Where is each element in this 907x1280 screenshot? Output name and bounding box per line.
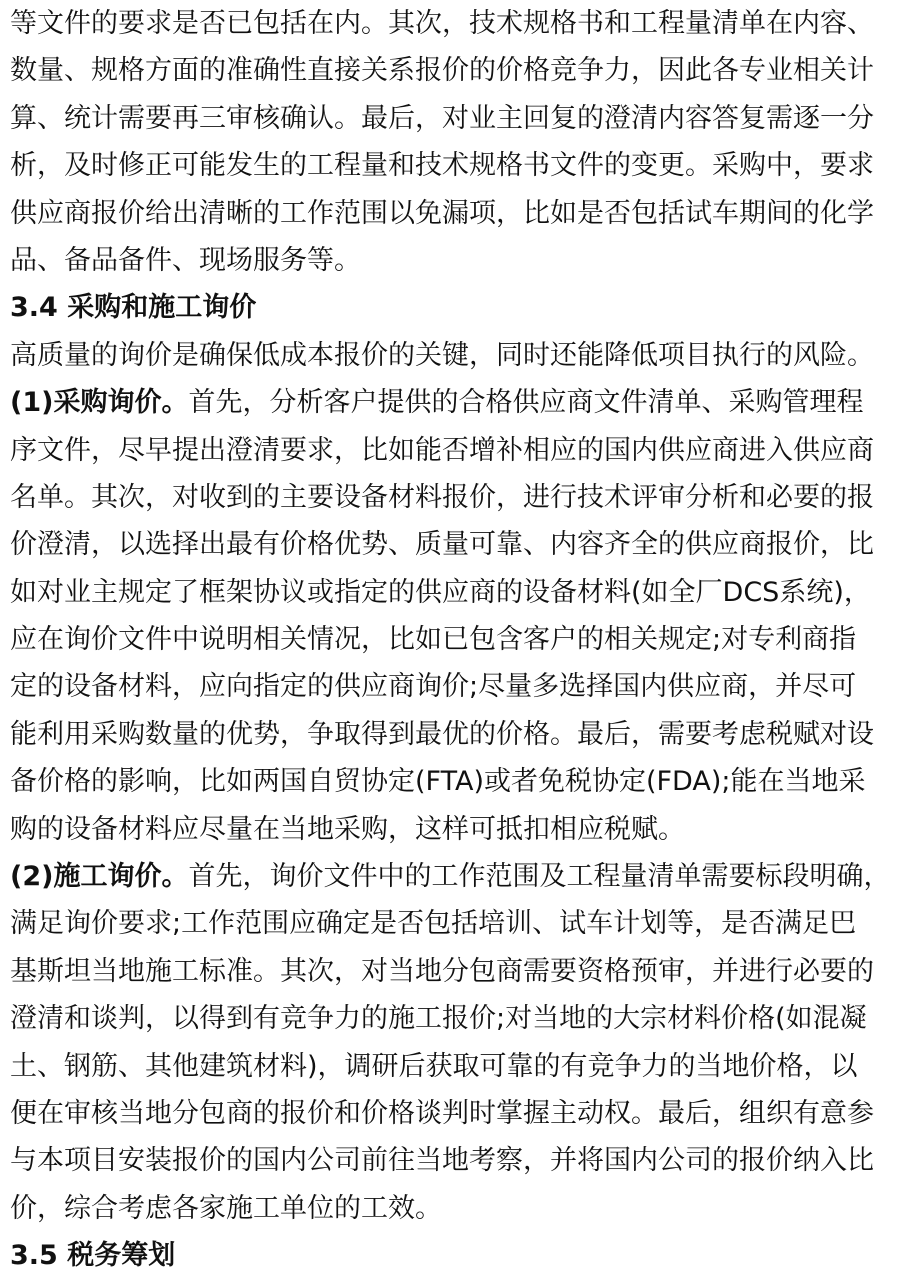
document-body <box>10 0 900 1280</box>
line-text: 供应商报价给出清晰的工作范围以免漏项，比如是否包括试车期间的化学 <box>10 197 874 229</box>
paragraph-line <box>10 95 900 142</box>
paragraph-line <box>10 995 900 1042</box>
paragraph-line <box>10 332 900 379</box>
line-text: 首先，询价文件中的工作范围及工程量清单需要标段明确， <box>188 861 891 893</box>
line-text: 析，及时修正可能发生的工程量和技术规格书文件的变更。采购中，要求 <box>10 150 874 182</box>
line-text: 便在审核当地分包商的报价和价格谈判时掌握主动权。最后，组织有意参 <box>10 1097 874 1129</box>
line-text: 高质量的询价是确保低成本报价的关键，同时还能降低项目执行的风险。 <box>10 339 874 371</box>
paragraph-line <box>10 806 900 853</box>
paragraph-line <box>10 0 900 47</box>
paragraph-line <box>10 474 900 521</box>
paragraph-line <box>10 853 900 900</box>
paragraph-line <box>10 521 900 568</box>
heading-text: 3.5 税务筹划 <box>10 1240 176 1272</box>
heading-text: 3.4 采购和施工询价 <box>10 292 257 324</box>
line-text: 满足询价要求;工作范围应确定是否包括培训、试车计划等，是否满足巴 <box>10 908 857 940</box>
line-text: 价，综合考虑各家施工单位的工效。 <box>10 1192 442 1224</box>
paragraph-line <box>10 948 900 995</box>
paragraph-line <box>10 711 900 758</box>
line-text: 与本项目安装报价的国内公司前往当地考察，并将国内公司的报价纳入比 <box>10 1145 874 1177</box>
paragraph-line <box>10 1043 900 1090</box>
line-text: 品、备品备件、现场服务等。 <box>10 244 361 276</box>
paragraph-line <box>10 1090 900 1137</box>
line-text: 名单。其次，对收到的主要设备材料报价，进行技术评审分析和必要的报 <box>10 481 874 513</box>
section-heading-3-4 <box>10 284 900 331</box>
line-text: 算、统计需要再三审核确认。最后，对业主回复的澄清内容答复需逐一分 <box>10 102 874 134</box>
lead-label-procurement: (1)采购询价。 <box>10 387 189 419</box>
line-text: 能利用采购数量的优势，争取得到最优的价格。最后，需要考虑税赋对设 <box>10 718 874 750</box>
line-text: 如对业主规定了框架协议或指定的供应商的设备材料(如全厂DCS系统)， <box>10 576 871 608</box>
paragraph-line <box>10 237 900 284</box>
paragraph-line <box>10 142 900 189</box>
line-text: 价澄清，以选择出最有价格优势、质量可靠、内容齐全的供应商报价，比 <box>10 529 874 561</box>
line-text: 序文件，尽早提出澄清要求，比如能否增补相应的国内供应商进入供应商 <box>10 434 874 466</box>
paragraph-line <box>10 569 900 616</box>
line-text: 数量、规格方面的准确性直接关系报价的价格竞争力，因此各专业相关计 <box>10 55 874 87</box>
paragraph-line <box>10 47 900 94</box>
line-text: 应在询价文件中说明相关情况，比如已包含客户的相关规定;对专利商指 <box>10 624 857 656</box>
section-heading-3-5 <box>10 1232 900 1279</box>
paragraph-line <box>10 758 900 805</box>
paragraph-line <box>10 427 900 474</box>
line-text: 土、钢筋、其他建筑材料)，调研后获取可靠的有竞争力的当地价格，以 <box>10 1050 858 1082</box>
paragraph-line <box>10 379 900 426</box>
lead-label-construction: (2)施工询价。 <box>10 861 189 893</box>
paragraph-line <box>10 190 900 237</box>
line-text: 等文件的要求是否已包括在内。其次，技术规格书和工程量清单在内容、 <box>10 8 874 39</box>
paragraph-line <box>10 616 900 663</box>
line-text: 备价格的影响，比如两国自贸协定(FTA)或者免税协定(FDA);能在当地采 <box>10 766 866 798</box>
line-text: 定的设备材料，应向指定的供应商询价;尽量多选择国内供应商，并尽可 <box>10 671 857 703</box>
paragraph-line <box>10 1137 900 1184</box>
paragraph-line <box>10 1185 900 1232</box>
line-text: 基斯坦当地施工标准。其次，对当地分包商需要资格预审，并进行必要的 <box>10 955 874 987</box>
paragraph-line <box>10 900 900 947</box>
line-text: 澄清和谈判，以得到有竞争力的施工报价;对当地的大宗材料价格(如混凝 <box>10 1003 867 1035</box>
line-text: 购的设备材料应尽量在当地采购，这样可抵扣相应税赋。 <box>10 813 685 845</box>
line-text: 首先，分析客户提供的合格供应商文件清单、采购管理程 <box>188 387 864 419</box>
paragraph-line <box>10 663 900 710</box>
